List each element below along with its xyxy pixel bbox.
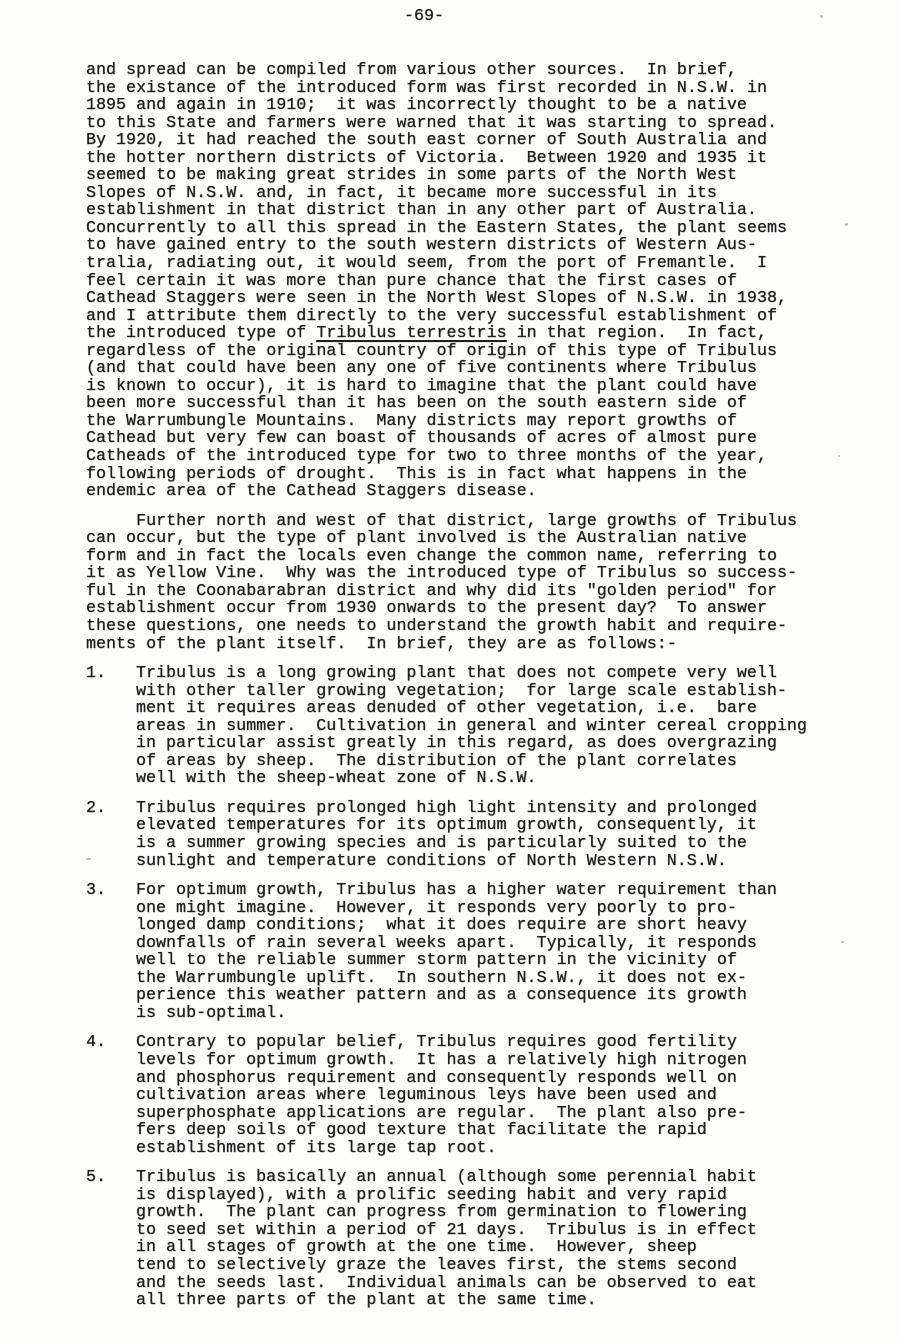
text-line: Cathead Staggers were seen in the North West Slopes of N.S.W. in 1938, bbox=[86, 289, 787, 309]
text-line: Concurrently to all this spread in the Eastern States, the plant seems bbox=[86, 218, 787, 238]
page-number: -69- bbox=[403, 7, 445, 26]
text-line: following periods of drought. This is in fact what happens in the bbox=[86, 464, 747, 484]
text-line: to have gained entry to the south western districts of Western Aus- bbox=[86, 236, 757, 256]
text-line: For optimum growth, Tribulus has a higher water requirement than bbox=[136, 881, 777, 901]
text-line: been more successful than it has been on the south eastern side of bbox=[86, 394, 747, 414]
text-line: seemed to be making great strides in some parts of the North West bbox=[86, 166, 737, 186]
text-line: elevated temperatures for its optimum growth, consequently, it bbox=[136, 816, 757, 836]
text-line: and the seeds last. Individual animals can be observed to eat bbox=[136, 1273, 757, 1293]
text-line: areas in summer. Cultivation in general and winter cereal cropping bbox=[136, 716, 807, 736]
text-line: cultivation areas where leguminous leys have been used and bbox=[136, 1086, 717, 1106]
text-line: in particular assist greatly in this regard, as does overgrazing bbox=[136, 734, 777, 754]
list-item-4-fertility bbox=[86, 1034, 856, 1157]
document-body bbox=[86, 62, 856, 1310]
text-line: feel certain it was more than pure chance that the first cases of bbox=[86, 271, 737, 291]
text-line: in all stages of growth at the one time. However, sheep bbox=[136, 1238, 697, 1258]
block-lines bbox=[136, 665, 856, 788]
text-line: establishment occur from 1930 onwards to the present day? To answer bbox=[86, 599, 767, 619]
text-line: and phosphorus requirement and consequently responds well on bbox=[136, 1068, 737, 1088]
text-line: ments of the plant itself. In brief, they are as follows:- bbox=[86, 634, 677, 654]
text-line bbox=[86, 325, 856, 343]
text-line: one might imagine. However, it responds very poorly to pro- bbox=[136, 898, 737, 918]
text-line: all three parts of the plant at the same time. bbox=[136, 1291, 597, 1311]
text-line: perience this weather pattern and as a consequence its growth bbox=[136, 986, 747, 1006]
text-line: and I attribute them directly to the very successful establishment of bbox=[86, 306, 777, 326]
block-lines bbox=[136, 800, 856, 870]
list-item-number: 4. bbox=[86, 1033, 107, 1053]
text-line: regardless of the original country of origin of this type of Tribulus bbox=[86, 341, 777, 361]
list-item-1-competition bbox=[86, 665, 856, 788]
text-line: establishment in that district than in any other part of Australia. bbox=[86, 201, 757, 221]
text-segment: the introduced type of bbox=[86, 324, 317, 344]
text-line: can occur, but the type of plant involved is the Australian native bbox=[86, 529, 747, 549]
scan-speck bbox=[86, 858, 91, 860]
text-line: Contrary to popular belief, Tribulus requires good fertility bbox=[136, 1033, 737, 1053]
text-line: well with the sheep-wheat zone of N.S.W. bbox=[136, 769, 537, 789]
text-line: fers deep soils of good texture that facilitate the rapid bbox=[136, 1121, 707, 1141]
text-line: ment it requires areas denuded of other vegetation, i.e. bare bbox=[136, 699, 757, 719]
text-line: (and that could have been any one of five continents where Tribulus bbox=[86, 359, 757, 379]
list-item-number: 1. bbox=[86, 664, 107, 684]
block-lines bbox=[136, 882, 856, 1022]
text-line: is displayed), with a prolific seeding habit and very rapid bbox=[136, 1185, 727, 1205]
text-line: of areas by sheep. The distribution of the plant correlates bbox=[136, 751, 737, 771]
text-line: Tribulus requires prolonged high light intensity and prolonged bbox=[136, 798, 757, 818]
text-line: Slopes of N.S.W. and, in fact, it became more successful in its bbox=[86, 183, 717, 203]
text-line: 1895 and again in 1910; it was incorrectly thought to be a native bbox=[86, 96, 747, 116]
text-line: to seed set within a period of 21 days. Tribulus is in effect bbox=[136, 1220, 757, 1240]
text-line: form and in fact the locals even change the common name, referring to bbox=[86, 546, 777, 566]
text-line: is sub-optimal. bbox=[136, 1003, 287, 1023]
block-lines bbox=[86, 62, 856, 501]
text-line: Further north and west of that district, large growths of Tribulus bbox=[86, 511, 798, 531]
list-item-number: 3. bbox=[86, 881, 107, 901]
text-line: tralia, radiating out, it would seem, from the port of Fremantle. I bbox=[86, 254, 767, 274]
text-line: the Warrumbungle Mountains. Many districts may report growths of bbox=[86, 411, 737, 431]
text-line: is a summer growing species and is particularly suited to the bbox=[136, 833, 747, 853]
text-line: well to the reliable summer storm pattern in the vicinity of bbox=[136, 951, 737, 971]
scan-speck bbox=[838, 455, 840, 457]
block-lines bbox=[86, 513, 856, 653]
scan-speck bbox=[845, 223, 848, 226]
text-line: Tribulus is a long growing plant that does not compete very well bbox=[136, 664, 777, 684]
intro-spread-history-paragraph bbox=[86, 62, 856, 501]
text-line: it as Yellow Vine. Why was the introduced type of Tribulus so success- bbox=[86, 564, 798, 584]
text-line: to this State and farmers were warned that it was starting to spread. bbox=[86, 113, 777, 133]
text-line: growth. The plant can progress from germination to flowering bbox=[136, 1203, 747, 1223]
text-line: these questions, one needs to understand the growth habit and require- bbox=[86, 616, 787, 636]
scan-speck bbox=[841, 941, 844, 943]
text-line: By 1920, it had reached the south east corner of South Australia and bbox=[86, 131, 767, 151]
underlined-species-name: Tribulus terrestris bbox=[316, 324, 507, 344]
text-line: with other taller growing vegetation; for large scale establish- bbox=[136, 681, 787, 701]
text-line: longed damp conditions; what it does require are short heavy bbox=[136, 916, 747, 936]
text-line: downfalls of rain several weeks apart. Typically, it responds bbox=[136, 933, 757, 953]
scan-speck bbox=[820, 15, 823, 18]
list-item-2-light-temperature bbox=[86, 800, 856, 870]
list-item-number: 5. bbox=[86, 1168, 107, 1188]
list-item-5-annual-habit bbox=[86, 1169, 856, 1309]
text-line: Catheads of the introduced type for two to three months of the year, bbox=[86, 447, 767, 467]
text-segment: in that region. In fact, bbox=[506, 324, 767, 344]
text-line: superphosphate applications are regular. The plant also pre- bbox=[136, 1103, 747, 1123]
text-line: the hotter northern districts of Victoria. Between 1920 and 1935 it bbox=[86, 148, 767, 168]
block-lines bbox=[136, 1034, 856, 1157]
text-line: is known to occur), it is hard to imagine that the plant could have bbox=[86, 376, 757, 396]
text-line: tend to selectively graze the leaves first, the stems second bbox=[136, 1256, 737, 1275]
block-lines bbox=[136, 1169, 856, 1309]
text-line: the existance of the introduced form was first recorded in N.S.W. in bbox=[86, 78, 767, 98]
text-line: Cathead but very few can boast of thousands of acres of almost pure bbox=[86, 429, 757, 449]
list-item-number: 2. bbox=[86, 798, 107, 818]
list-item-3-water-requirement bbox=[86, 882, 856, 1022]
text-line: endemic area of the Cathead Staggers disease. bbox=[86, 482, 537, 502]
text-line: establishment of its large tap root. bbox=[136, 1138, 497, 1158]
text-line: and spread can be compiled from various other sources. In brief, bbox=[86, 61, 737, 80]
text-line: Tribulus is basically an annual (although some perennial habit bbox=[136, 1168, 757, 1188]
text-line: ful in the Coonabarabran district and why did its "golden period" for bbox=[86, 581, 777, 601]
text-line: sunlight and temperature conditions of North Western N.S.W. bbox=[136, 851, 727, 871]
text-line: levels for optimum growth. It has a relatively high nitrogen bbox=[136, 1050, 747, 1070]
text-line: the Warrumbungle uplift. In southern N.S.W., it does not ex- bbox=[136, 968, 747, 988]
native-form-yellow-vine-paragraph bbox=[86, 513, 856, 653]
